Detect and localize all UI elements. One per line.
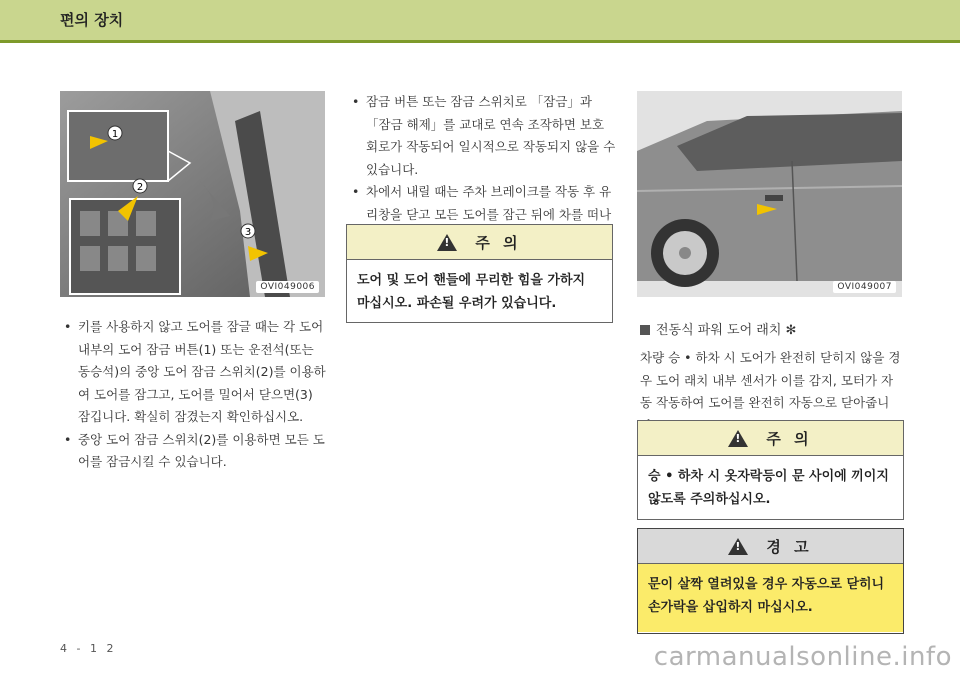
square-bullet-icon <box>640 325 650 335</box>
caution-header <box>347 225 612 260</box>
warning-body: 문이 살짝 열려있을 경우 자동으로 닫히니 손가락을 삽입하지 마십시오. <box>638 564 903 632</box>
list-item: • 키를 사용하지 않고 도어를 잠글 때는 각 도어 내부의 도어 잠금 버튼(1) 또는 운전석(또는 동승석)의 중앙 도어 잠금 스위치(2)를 이용하여 도어를 잠그고, 도어를 밀어서 닫으면(3) 잠깁니다. 확실히 잠겼는지 확인하십시오. <box>60 316 328 429</box>
door-interior-illustration <box>60 91 325 297</box>
left-bullet-list <box>60 316 328 474</box>
list-item: • 중앙 도어 잠금 스위치(2)를 이용하면 모든 도어를 잠금시킬 수 있습니다. <box>60 429 328 474</box>
section-heading <box>640 319 796 338</box>
page-number: 4 - 1 2 <box>60 642 117 655</box>
header-divider <box>0 40 960 43</box>
callout-2: 2 <box>136 182 144 193</box>
callout-1: 1 <box>111 129 119 140</box>
caution-header <box>638 421 903 456</box>
list-item: • 차에서 내릴 때는 주차 브레이크를 작동 후 유리창을 닫고 모든 도어를 잠근 뒤에 차를 떠나 <box>348 181 616 249</box>
caution-box <box>637 420 904 520</box>
list-item: • 잠금 버튼 또는 잠금 스위치로 「잠금」과 「잠금 해제」를 교대로 연속 조작하면 보호회로가 작동되어 일시적으로 작동되지 않을 수 있습니다. <box>348 91 616 181</box>
figure-code: OVI049006 <box>256 281 319 293</box>
caution-title: 주 의 <box>475 233 522 252</box>
header-bar <box>0 0 960 40</box>
callout-3: 3 <box>244 227 252 238</box>
warning-triangle-icon <box>728 538 748 555</box>
figure-code: OVI049007 <box>833 281 896 293</box>
warning-triangle-icon <box>437 234 457 251</box>
section-heading-text: 전동식 파워 도어 래치 ✻ <box>656 323 797 338</box>
caution-body: 도어 및 도어 핸들에 무리한 힘을 가하지 마십시오. 파손될 우려가 있습니다. <box>357 273 586 311</box>
page-title: 편의 장치 <box>60 11 124 29</box>
warning-title: 경 고 <box>766 537 813 556</box>
caution-title: 주 의 <box>766 429 813 448</box>
caution-body: 승 • 하차 시 옷자락등이 문 사이에 끼이지 않도록 주의하십시오. <box>648 469 889 507</box>
car-exterior-photo <box>637 91 902 297</box>
warning-triangle-icon <box>728 430 748 447</box>
warning-header <box>638 529 903 564</box>
caution-box <box>346 224 613 323</box>
watermark: carmanualsonline.info <box>653 642 952 672</box>
warning-box <box>637 528 904 634</box>
door-interior-photo <box>60 91 325 297</box>
section-paragraph: 차량 승 • 하차 시 도어가 완전히 닫히지 않을 경우 도어 래치 내부 센서가 이를 감지, 모터가 자동 작동하여 도어를 완전히 자동으로 닫아줍니 <box>640 350 901 410</box>
car-exterior-illustration <box>637 91 902 297</box>
